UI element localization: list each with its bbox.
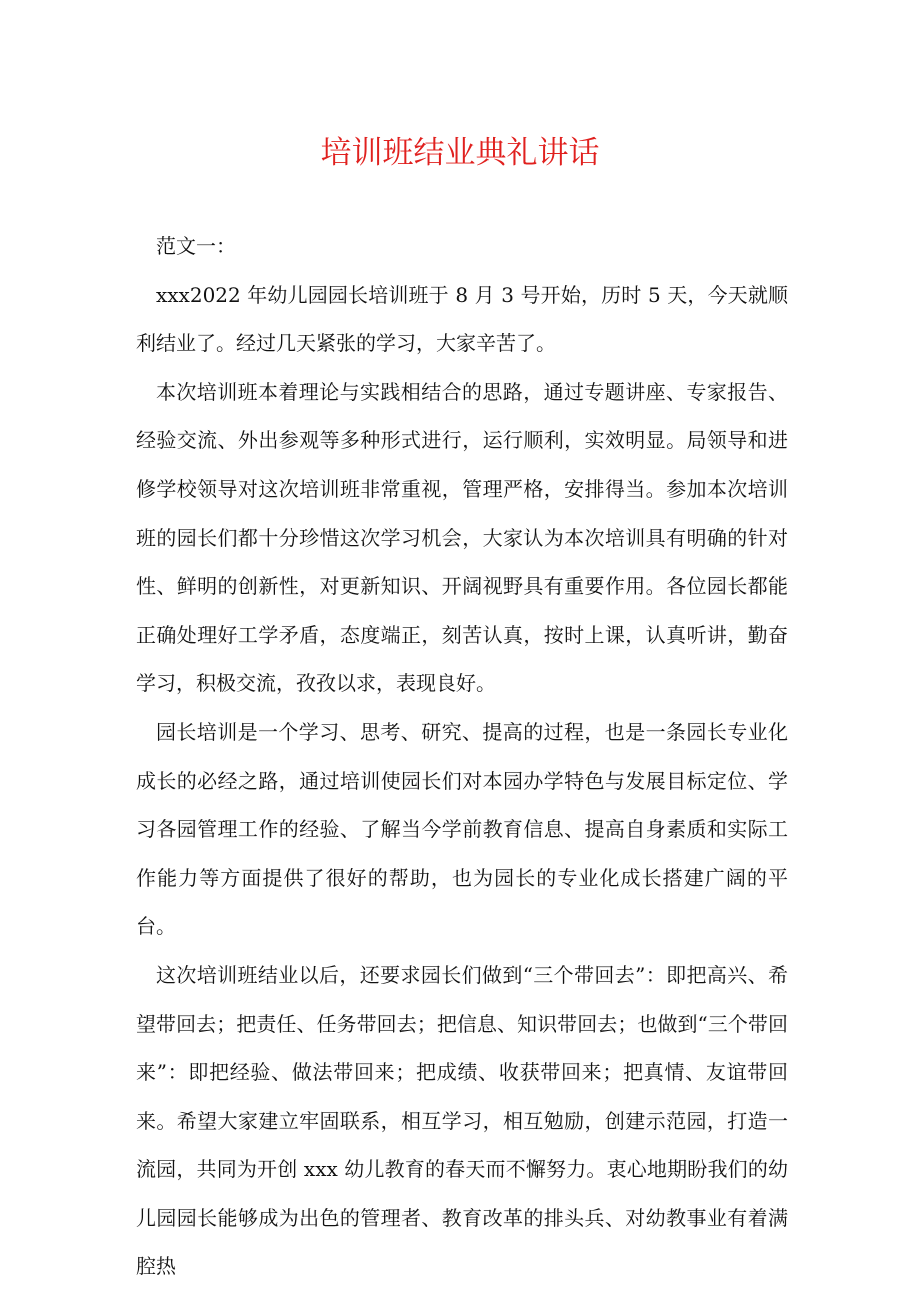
document-title: 培训班结业典礼讲话 bbox=[320, 135, 600, 171]
paragraph-heading: 范文一： bbox=[156, 234, 236, 258]
paragraph: 园长培训是一个学习、思考、研究、提高的过程，也是一条园长专业化成长的必经之路，通过培训使园长们对本园办学特色与发展目标定位、学习各园管理工作的经验、了解当今学前教育信息、提高自身素质和实际工作能力等方面提供了很好的帮助，也为园长的专业化成长搭建广阔的平台。 bbox=[136, 719, 788, 939]
document-body bbox=[136, 222, 788, 1291]
paragraph: 本次培训班本着理论与实践相结合的思路，通过专题讲座、专家报告、经验交流、外出参观等多种形式进行，运行顺利，实效明显。局领导和进修学校领导对这次培训班非常重视，管理严格，安排得当。参加本次培训班的园长们都十分珍惜这次学习机会，大家认为本次培训具有明确的针对性、鲜明的创新性，对更新知识、开阔视野具有重要作用。各位园长都能正确处理好工学矛盾，态度端正，刻苦认真，按时上课，认真听讲，勤奋学习，积极交流，孜孜以求，表现良好。 bbox=[136, 379, 788, 696]
paragraph: 这次培训班结业以后，还要求园长们做到“三个带回去”：即把高兴、希望带回去；把责任、任务带回去；把信息、知识带回去；也做到“三个带回来”：即把经验、做法带回来；把成绩、收获带回来；把真情、友谊带回来。希望大家建立牢固联系，相互学习，相互勉励，创建示范园，打造一流园，共同为开创 xxx 幼儿教育的春天而不懈努力。衷心地期盼我们的幼儿园园长能够成为出色的管理者、教育改革的排头兵、对幼教事业有着满腔热 bbox=[136, 962, 788, 1279]
paragraph: xxx2022 年幼儿园园长培训班于 8 月 3 号开始，历时 5 天，今天就顺利结业了。经过几天紧张的学习，大家辛苦了。 bbox=[136, 282, 788, 356]
